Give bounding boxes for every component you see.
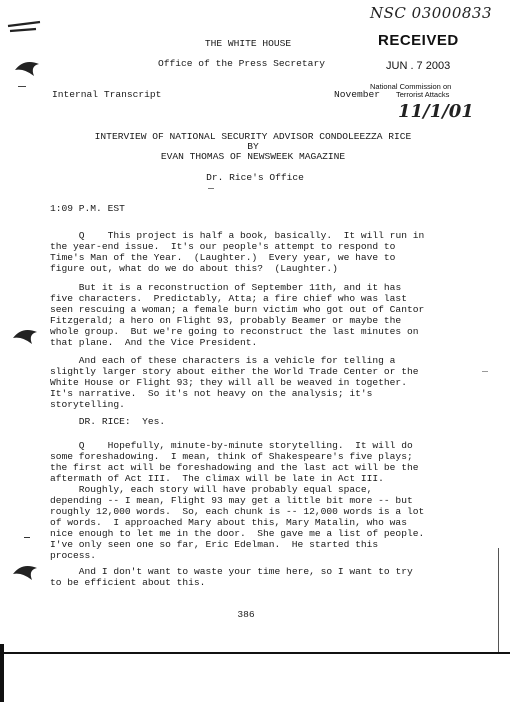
commission-line-2: Terrorist Attacks	[396, 90, 450, 99]
transcript-type: Internal Transcript	[52, 89, 162, 100]
transcript-paragraph: DR. RICE: Yes.	[50, 416, 166, 427]
commission-line-1: National Commission on	[370, 82, 452, 91]
received-stamp-label: RECEIVED	[378, 32, 459, 49]
session-time: 1:09 P.M. EST	[50, 203, 125, 214]
margin-dash	[24, 537, 30, 538]
org-name: THE WHITE HOUSE	[204, 38, 292, 49]
transcript-paragraph: And each of these characters is a vehicle for telling a slightly larger story about either the World Trade Center or the White House or Flight 93; they will all be weaved in together. It's narrative. So it's not heavy on the analysis; it's storytelling.	[50, 355, 419, 410]
interview-title-interviewer: EVAN THOMAS OF NEWSWEEK MAGAZINE	[160, 151, 346, 162]
interview-title: INTERVIEW OF NATIONAL SECURITY ADVISOR CONDOLEEZZA RICE	[94, 131, 412, 142]
binder-hole-mark-3	[12, 562, 38, 582]
transcript-date: November	[334, 89, 381, 100]
margin-scribble-top	[6, 18, 42, 36]
transcript-paragraph: Q This project is half a book, basically. It will run in the year-end issue. It's our people's attempt to respond to Time's Man of the Year. (Laughter.) Every year, we have to figure out, what do we do about this? (Laughter.)	[50, 230, 425, 274]
transcript-paragraph: But it is a reconstruction of September 11th, and it has five characters. Predictably, Atta; a fire chief who was last seen rescuing a woman; a female burn victim who got out of Cantor Fitzgerald; a hero on Flight 93, probably Beamer or maybe the whole group. But we're going to reconstruct the last minutes on that plane. And the Vice President.	[50, 282, 425, 348]
scan-left-edge	[0, 644, 4, 702]
transcript-paragraph: Roughly, each story will have probably equal space, depending -- I mean, Flight 93 may get a little bit more -- but roughly 12,000 words. So, each chunk is -- 12,000 words is a lot of words. I approached Mary about this, Mary Matalin, who was nice enough to let me in the door. She gave me a list of people. I've only seen one so far, Eric Edelman. He started this process.	[50, 484, 425, 561]
handwritten-date: 11/1/01	[398, 101, 474, 122]
right-edge-line	[498, 548, 499, 652]
binder-hole-mark-1	[14, 58, 40, 78]
margin-tick	[18, 86, 26, 87]
transcript-paragraph: Q Hopefully, minute-by-minute storytelling. It will do some foreshadowing. I mean, think of Shakespeare's five plays; the first act will be foreshadowing and the last act will be the aftermath of Act III. The climax will be late in Act III.	[50, 440, 419, 484]
binder-hole-mark-2	[12, 326, 38, 346]
handwritten-reference: NSC 03000833	[370, 4, 492, 22]
transcript-paragraph: And I don't want to waste your time here, so I want to try to be efficient about this.	[50, 566, 413, 588]
interview-location: Dr. Rice's Office	[206, 172, 304, 183]
received-stamp-date: JUN . 7 2003	[386, 60, 451, 72]
interview-title-by: BY	[247, 141, 259, 152]
office-name: Office of the Press Secretary	[158, 58, 325, 69]
margin-dash	[482, 371, 488, 372]
scan-bottom-edge	[0, 652, 510, 654]
page-number: 386	[237, 609, 255, 620]
scan-speck	[208, 188, 214, 189]
